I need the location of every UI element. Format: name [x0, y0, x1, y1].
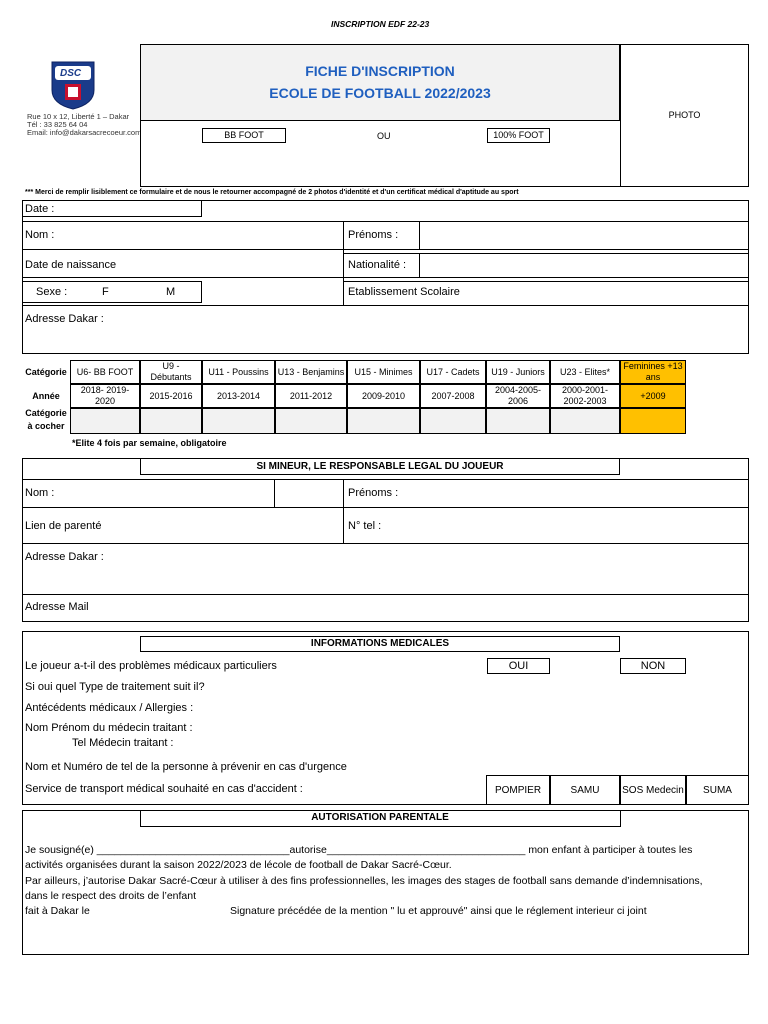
cat-u19: U19 - Juniors [486, 360, 550, 384]
medical-q3: Antécédents médicaux / Allergies : [25, 702, 194, 714]
nom-input[interactable] [100, 222, 340, 248]
fait-label: fait à Dakar le [25, 905, 90, 917]
authorization-line2: activités organisées durant la saison 2022/2023 de lécole de football de Dakar Sacré-Cœur. [25, 859, 452, 871]
cat-u23: U23 - Elites* [550, 360, 620, 384]
annee-u17: 2007-2008 [420, 384, 486, 408]
non-option[interactable]: NON [620, 658, 686, 674]
annee-u23: 2000-2001-2002-2003 [550, 384, 620, 408]
check-u13[interactable] [275, 408, 347, 434]
medical-q4: Nom Prénom du médecin traitant : [25, 722, 193, 734]
logo-text: DSC [60, 68, 82, 79]
etablissement-label: Etablissement Scolaire [348, 286, 460, 298]
lien-label: Lien de parenté [25, 520, 102, 532]
cocher-row-label-1: Catégorie [25, 408, 67, 418]
sexe-m-option[interactable]: M [166, 286, 176, 298]
cat-row-label: Catégorie [25, 366, 67, 377]
signature-label: Signature précédée de la mention " lu et approuvé" ainsi que le réglement interieur ci joint [230, 905, 647, 917]
cat-u6: U6- BB FOOT [70, 360, 140, 384]
form-code: INSCRIPTION EDF 22-23 [331, 19, 430, 29]
cat-u9: U9 - Débutants [140, 360, 202, 384]
cat-u17: U17 - Cadets [420, 360, 486, 384]
check-u9[interactable] [140, 408, 202, 434]
annee-u11: 2013-2014 [202, 384, 275, 408]
nationalite-label: Nationalité : [348, 259, 407, 271]
sexe-f-option[interactable]: F [102, 286, 109, 298]
medical-q5: Tel Médecin traitant : [72, 737, 174, 749]
photo-label: PHOTO [668, 110, 701, 120]
mail-input[interactable] [100, 596, 745, 620]
or-label: OU [377, 131, 391, 141]
guardian-prenoms-input[interactable] [410, 480, 746, 506]
title-line1: FICHE D'INSCRIPTION [305, 63, 455, 79]
tel-input[interactable] [395, 510, 745, 540]
transport-sos-medecin[interactable]: SOS Medecin [620, 775, 686, 805]
title-box [140, 44, 620, 121]
nom-label: Nom : [25, 229, 55, 241]
annee-feminines: +2009 [620, 384, 686, 408]
annee-u15: 2009-2010 [347, 384, 420, 408]
club-logo [50, 60, 96, 110]
guardian-prenoms-label: Prénoms : [348, 487, 399, 499]
nationalite-input[interactable] [421, 254, 747, 276]
club-address-line2: Tél : 33 825 64 04 [27, 120, 88, 129]
annee-row-label: Année [32, 390, 60, 401]
annee-u13: 2011-2012 [275, 384, 347, 408]
transport-pompier[interactable]: POMPIER [486, 775, 550, 805]
authorization-line4: dans le respect des droits de l’enfant [25, 890, 197, 902]
medical-title: INFORMATIONS MEDICALES [140, 636, 620, 652]
medical-q1: Le joueur a-t-il des problèmes médicaux particuliers [25, 660, 277, 672]
authorization-line3: Par ailleurs, j’autorise Dakar Sacré-Cœur à utiliser à des fins professionnelles, les images des stages de football sans demande d’indemnisations, [25, 875, 703, 887]
guardian-nom-input[interactable] [80, 480, 272, 506]
guardian-adresse-label: Adresse Dakar : [25, 551, 104, 563]
medical-q7: Service de transport médical souhaité en cas d'accident : [25, 783, 303, 795]
adresse-input[interactable] [110, 307, 746, 351]
transport-samu[interactable]: SAMU [550, 775, 620, 805]
annee-u6: 2018- 2019- 2020 [70, 384, 140, 408]
cocher-row-label-2: à cocher [27, 420, 65, 431]
option-bb-foot[interactable]: BB FOOT [202, 128, 286, 143]
prenoms-label: Prénoms : [348, 229, 399, 241]
date-label: Date : [25, 203, 55, 215]
cat-feminines: Feminines +13 ans [620, 360, 686, 384]
title-line2: ECOLE DE FOOTBALL 2022/2023 [269, 85, 491, 101]
mail-label: Adresse Mail [25, 601, 89, 613]
sexe-label: Sexe : [36, 286, 68, 298]
cat-u13: U13 - Benjamins [275, 360, 347, 384]
check-u17[interactable] [420, 408, 486, 434]
adresse-label: Adresse Dakar : [25, 313, 104, 325]
authorization-title: AUTORISATION PARENTALE [311, 812, 449, 823]
authorization-line1: Je sousigné(e) _________________________________autorise__________________________________ mon enfant à participer à toutes les [25, 844, 693, 856]
club-address-line3: Email: info@dakarsacrecoeur.com [27, 128, 142, 137]
notice-text: *** Merci de remplir lisiblement ce formulaire et de nous le retourner accompagné de 2 photos d'identité et d'un certificat médical d'aptitude au sport [25, 189, 519, 196]
tel-label: N° tel : [348, 520, 382, 532]
check-feminines[interactable] [620, 408, 686, 434]
annee-u9: 2015-2016 [140, 384, 202, 408]
cat-u15: U15 - Minimes [347, 360, 420, 384]
guardian-nom-label: Nom : [25, 487, 55, 499]
check-u15[interactable] [347, 408, 420, 434]
annee-u19: 2004-2005-2006 [486, 384, 550, 408]
check-u6[interactable] [70, 408, 140, 434]
medical-q2: Si oui quel Type de traitement suit il? [25, 681, 205, 693]
guardian-title: SI MINEUR, LE RESPONSABLE LEGAL DU JOUEUR [140, 458, 620, 475]
cat-u11: U11 - Poussins [202, 360, 275, 384]
medical-q6: Nom et Numéro de tel de la personne à prévenir en cas d'urgence [25, 761, 347, 773]
check-u19[interactable] [486, 408, 550, 434]
elite-footnote: *Elite 4 fois par semaine, obligatoire [72, 438, 227, 448]
naissance-label: Date de naissance [25, 259, 117, 271]
check-u11[interactable] [202, 408, 275, 434]
check-u23[interactable] [550, 408, 620, 434]
option-100-foot[interactable]: 100% FOOT [487, 128, 550, 143]
prenoms-input[interactable] [421, 222, 747, 248]
oui-option[interactable]: OUI [487, 658, 550, 674]
transport-suma[interactable]: SUMA [686, 775, 749, 805]
club-address-line1: Rue 10 x 12, Liberté 1 – Dakar [27, 112, 130, 121]
